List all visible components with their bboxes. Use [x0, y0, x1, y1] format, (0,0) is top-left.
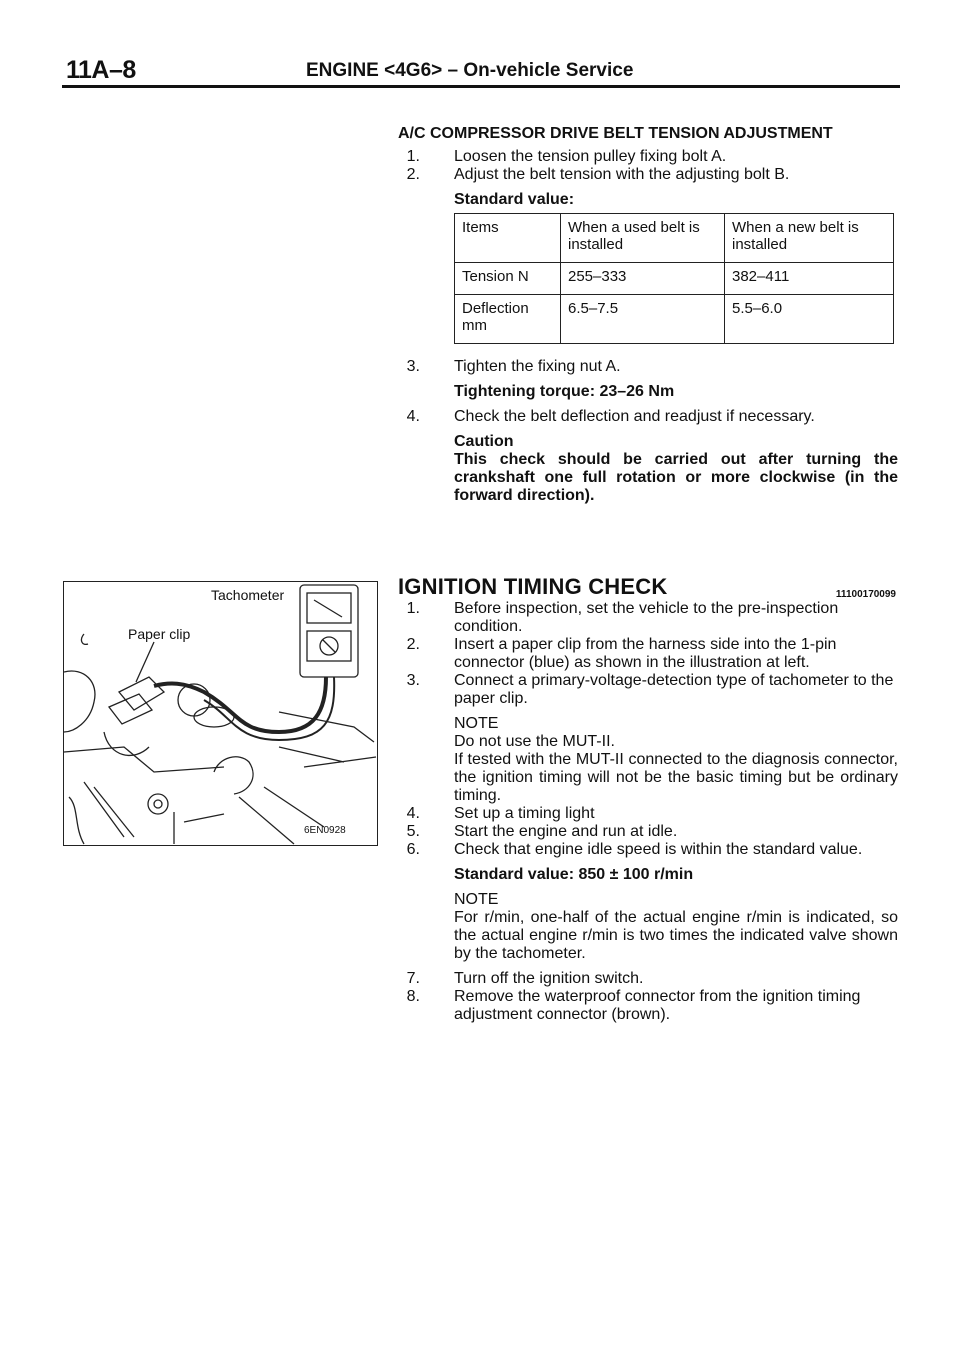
ignition-heading-row [398, 574, 898, 600]
caution-text: This check should be carried out after turning the crankshaft one full rotation or more clockwise (in the forward direction). [454, 451, 898, 504]
step-text: Remove the waterproof connector from the ignition timing adjustment connector (brown). [454, 988, 861, 1023]
table-cell: 5.5–6.0 [725, 295, 894, 344]
step-text: Insert a paper clip from the harness side into the 1-pin connector (blue) as shown in the illustration at left. [454, 636, 837, 671]
table-row [455, 263, 894, 295]
step-item [398, 600, 898, 636]
ac-belt-steps [398, 148, 898, 184]
table-header-cell: When a new belt is installed [725, 214, 894, 263]
step-item [398, 841, 898, 859]
step-number: 2. [406, 636, 420, 653]
tightening-torque: Tightening torque: 23–26 Nm [454, 383, 675, 400]
step-item [398, 823, 898, 841]
ac-belt-heading: A/C COMPRESSOR DRIVE BELT TENSION ADJUSTMENT [398, 125, 833, 142]
table-cell: Tension N [455, 263, 561, 295]
step-text: Start the engine and run at idle. [454, 823, 678, 840]
note-text: If tested with the MUT-II connected to the diagnosis connector, the ignition timing will not be the basic timing but be ordinary timing. [454, 751, 898, 804]
ac-belt-section [398, 125, 898, 505]
ignition-heading: IGNITION TIMING CHECK [398, 574, 668, 599]
ignition-steps-2 [398, 805, 898, 859]
table-header-row [455, 214, 894, 263]
table-cell: Deflection mm [455, 295, 561, 344]
step-item [398, 166, 898, 184]
note-title: NOTE [454, 715, 499, 732]
step-item [398, 970, 898, 988]
step-text: Before inspection, set the vehicle to the pre-inspection condition. [454, 600, 839, 635]
connector [119, 677, 164, 710]
illustration-drawing [64, 582, 378, 846]
tachometer-illustration [63, 581, 378, 846]
step-number: 3. [406, 358, 420, 375]
step-number: 1. [406, 600, 420, 617]
step-item [398, 805, 898, 823]
step-text: Check that engine idle speed is within the standard value. [454, 841, 863, 858]
page-header [62, 52, 900, 88]
step-item [398, 988, 898, 1024]
step-item [398, 408, 898, 426]
step-number: 5. [406, 823, 420, 840]
table-row [455, 295, 894, 344]
paper-clip-label: Paper clip [128, 626, 191, 642]
step-number: 3. [406, 672, 420, 689]
page-number: 11A–8 [66, 56, 136, 84]
page-title: ENGINE <4G6> – On-vehicle Service [306, 60, 634, 81]
note-text: Do not use the MUT-II. [454, 733, 615, 750]
figure-id: 6EN0928 [304, 825, 346, 836]
ac-belt-steps-3 [398, 408, 898, 426]
belt-tension-table [454, 213, 894, 344]
step-text: Connect a primary-voltage-detection type of tachometer to the paper clip. [454, 672, 894, 707]
step-number: 4. [406, 805, 420, 822]
tachometer-label: Tachometer [211, 587, 285, 603]
section-code: 11100170099 [835, 589, 896, 600]
caution-title: Caution [454, 433, 514, 450]
paper-clip-leader [136, 642, 154, 682]
step-item [398, 636, 898, 672]
step-number: 6. [406, 841, 420, 858]
ignition-section [398, 574, 898, 1024]
note-title: NOTE [454, 891, 499, 908]
step-text: Set up a timing light [454, 805, 595, 822]
step-number: 1. [406, 148, 420, 165]
ignition-steps [398, 600, 898, 708]
table-cell: 255–333 [561, 263, 725, 295]
header-rule [62, 85, 900, 88]
step-number: 4. [406, 408, 420, 425]
step-number: 8. [406, 988, 420, 1005]
table-cell: 382–411 [725, 263, 894, 295]
step-text: Turn off the ignition switch. [454, 970, 644, 987]
step-item [398, 358, 898, 376]
step-text: Tighten the fixing nut A. [454, 358, 621, 375]
tachometer-needle [314, 600, 342, 617]
step-number: 2. [406, 166, 420, 183]
ignition-steps-3 [398, 970, 898, 1024]
step-number: 7. [406, 970, 420, 987]
ac-belt-steps-2 [398, 358, 898, 376]
bolt [148, 794, 168, 814]
table-header-cell: Items [455, 214, 561, 263]
tachometer-cable [154, 677, 326, 732]
standard-idle-value: Standard value: 850 ± 100 r/min [454, 866, 694, 883]
note-text: For r/min, one-half of the actual engine r/min is indicated, so the actual engine r/min is two times the indicated valve shown by the tachometer. [454, 909, 898, 962]
table-header-cell: When a used belt is installed [561, 214, 725, 263]
step-item [398, 148, 898, 166]
step-item [398, 672, 898, 708]
step-text: Check the belt deflection and readjust if necessary. [454, 408, 815, 425]
table-cell: 6.5–7.5 [561, 295, 725, 344]
standard-value-label: Standard value: [454, 191, 575, 208]
step-text: Loosen the tension pulley fixing bolt A. [454, 148, 727, 165]
tachometer-display [307, 593, 351, 623]
step-text: Adjust the belt tension with the adjusting bolt B. [454, 166, 790, 183]
